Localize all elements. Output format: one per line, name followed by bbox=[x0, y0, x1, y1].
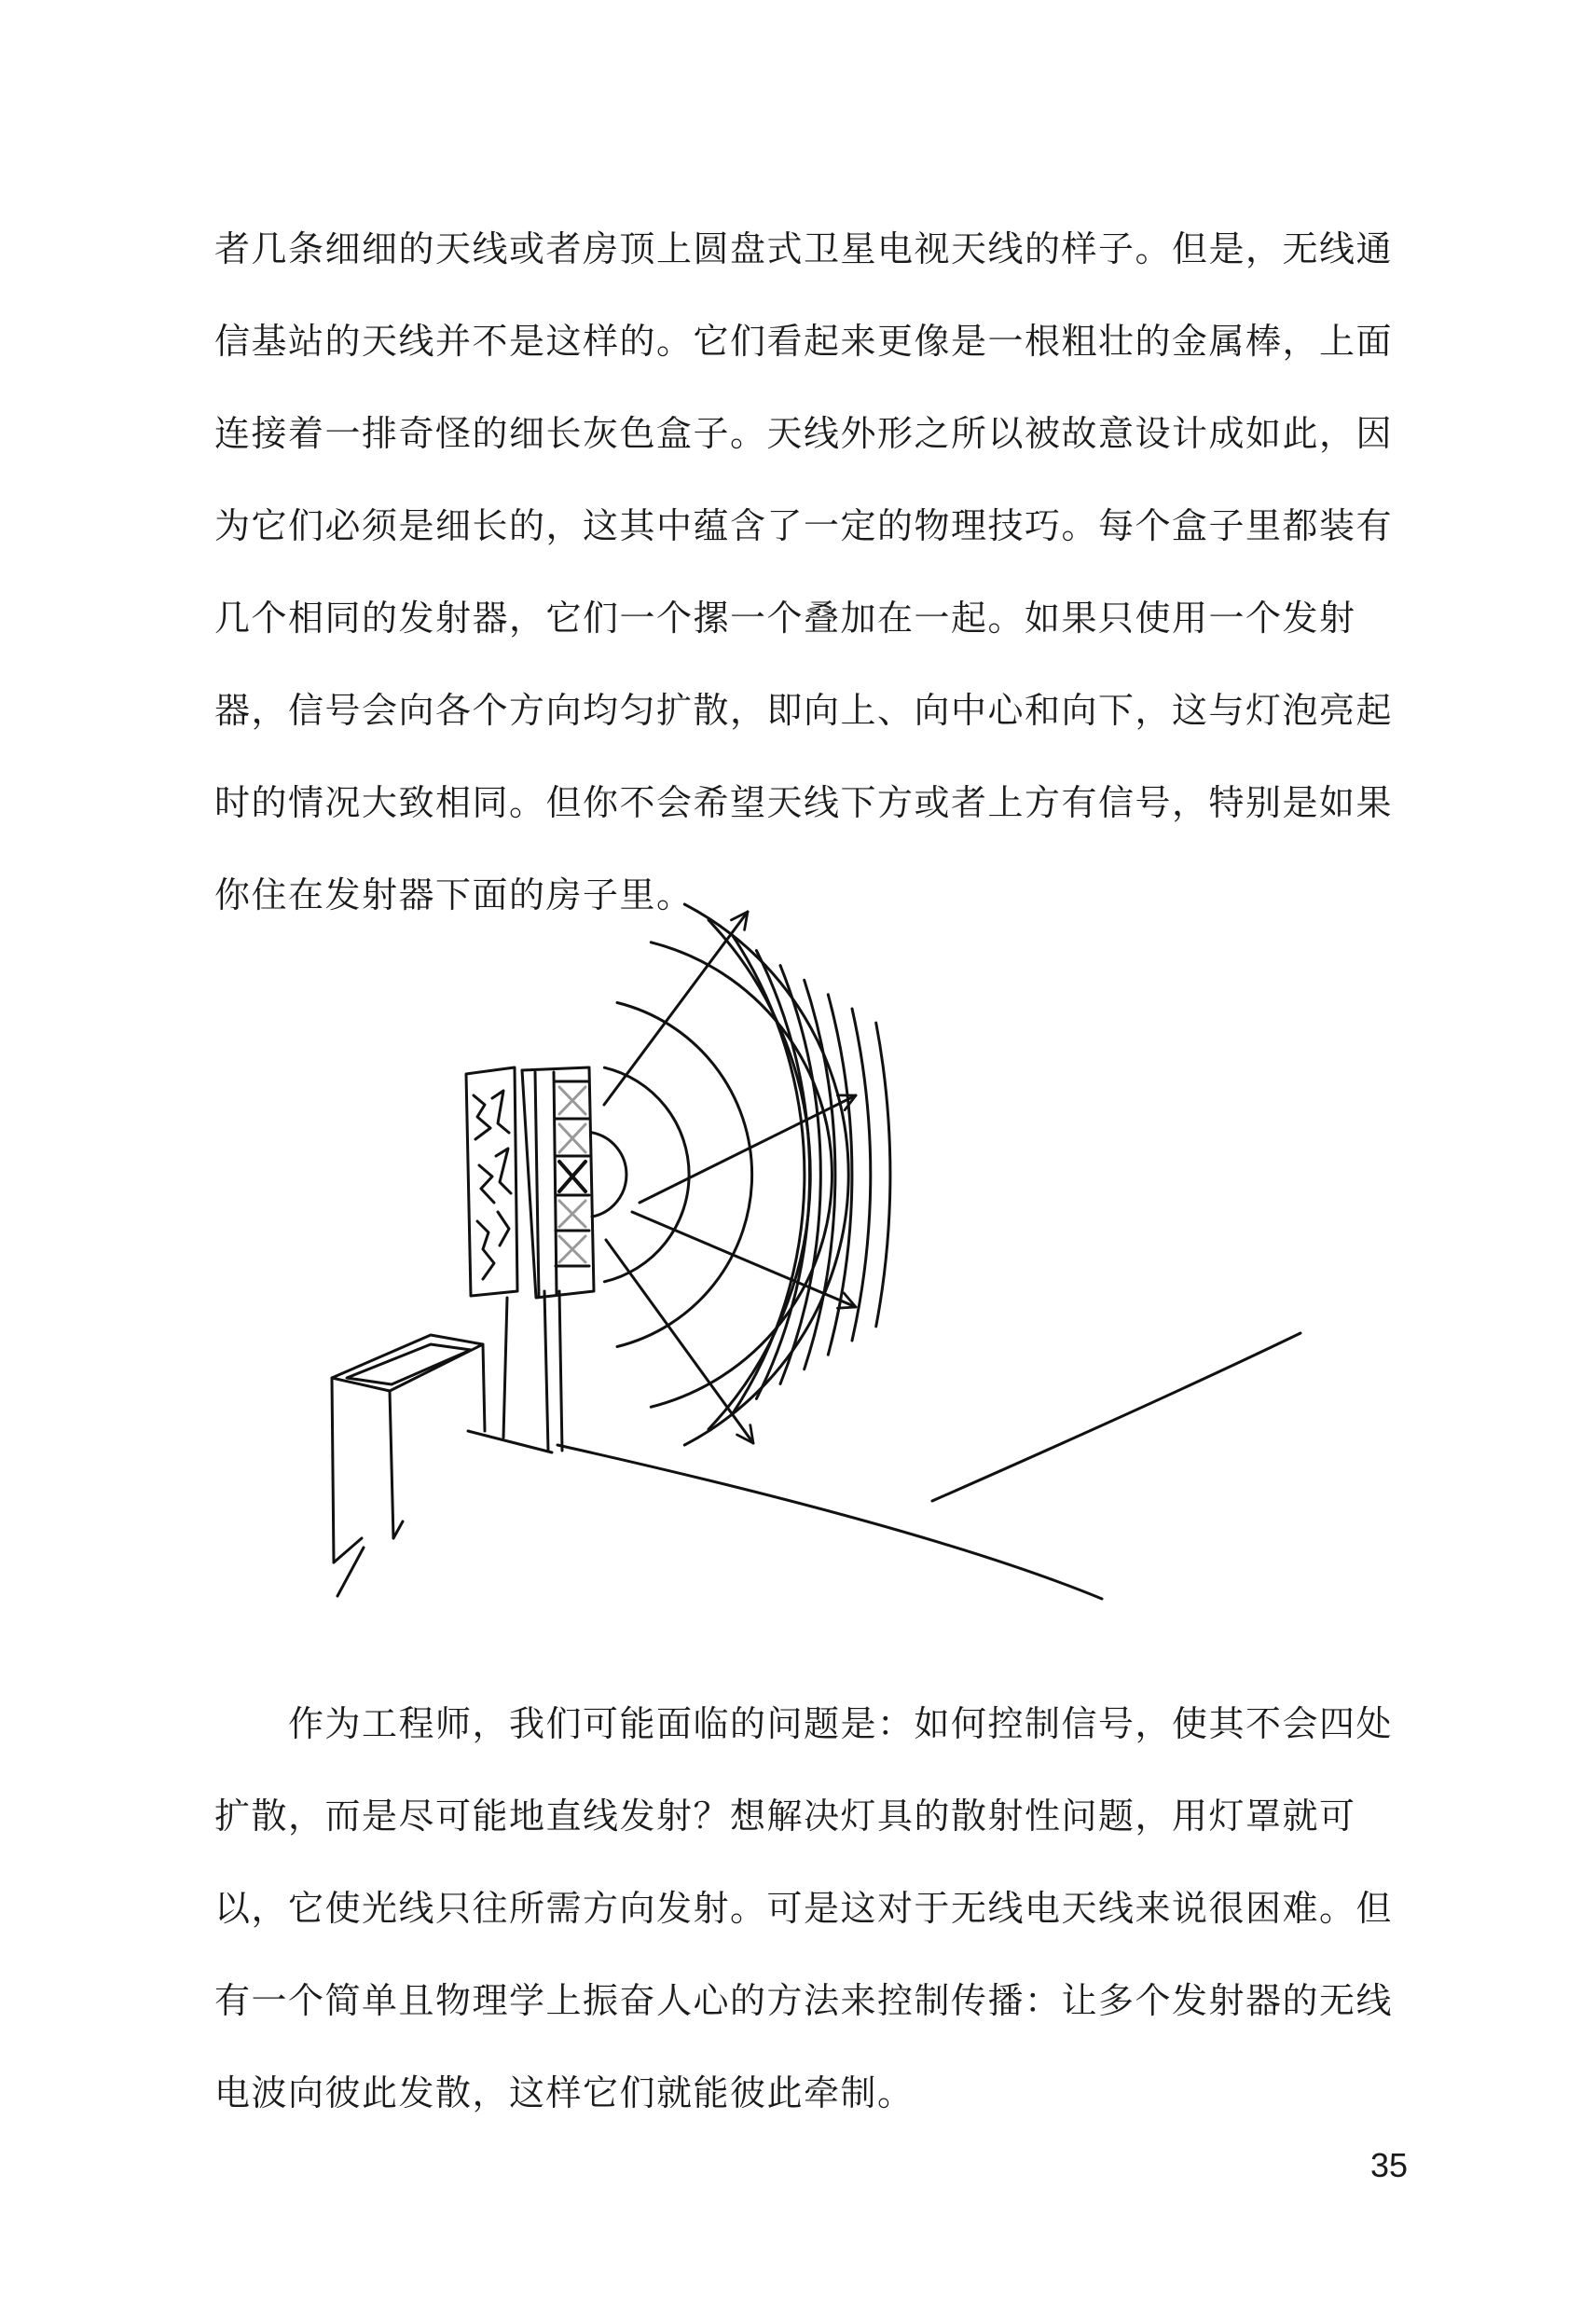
text-line: 有一个简单且物理学上振奋人心的方法来控制传播：让多个发射器的无线 bbox=[214, 1980, 1394, 2021]
paragraph-bottom bbox=[214, 1678, 1417, 2140]
text-line: 扩散，而是尽可能地直线发射？想解决灯具的散射性问题，用灯罩就可 bbox=[214, 1796, 1356, 1837]
ground-line bbox=[557, 1445, 1102, 1599]
text-line: 器，信号会向各个方向均匀扩散，即向上、向中心和向下，这与灯泡亮起 bbox=[214, 690, 1394, 731]
antenna-illustration bbox=[0, 876, 1596, 1603]
text-line: 者几条细细的天线或者房顶上圆盘式卫星电视天线的样子。但是，无线通 bbox=[214, 228, 1394, 269]
paragraph-top bbox=[214, 203, 1417, 942]
text-line: 你住在发射器下面的房子里。 bbox=[214, 874, 694, 915]
page-number: 35 bbox=[1370, 2146, 1409, 2184]
text-line: 以，它使光线只往所需方向发射。可是这对于无线电天线来说很困难。但 bbox=[214, 1888, 1394, 1929]
antenna-panel-left bbox=[466, 1067, 517, 1296]
text-line: 为它们必须是细长的，这其中蕴含了一定的物理技巧。每个盒子里都装有 bbox=[214, 505, 1394, 546]
text-line: 连接着一排奇怪的细长灰色盒子。天线外形之所以被故意设计成如此，因 bbox=[214, 413, 1394, 454]
signal-arrows bbox=[604, 912, 856, 1443]
text-line: 几个相同的发射器，它们一个摞一个叠加在一起。如果只使用一个发射 bbox=[214, 598, 1356, 639]
text-line: 时的情况大致相同。但你不会希望天线下方或者上方有信号，特别是如果 bbox=[214, 782, 1394, 823]
text-line: 电波向彼此发散，这样它们就能彼此牵制。 bbox=[214, 2072, 915, 2113]
radio-wave-arcs bbox=[592, 904, 1300, 1501]
small-building bbox=[332, 1335, 485, 1596]
text-line: 作为工程师，我们可能面临的问题是：如何控制信号，使其不会四处 bbox=[214, 1703, 1394, 1744]
text-line: 信基站的天线并不是这样的。它们看起来更像是一根粗壮的金属棒，上面 bbox=[214, 321, 1394, 362]
antenna-panel-right bbox=[522, 1067, 594, 1298]
